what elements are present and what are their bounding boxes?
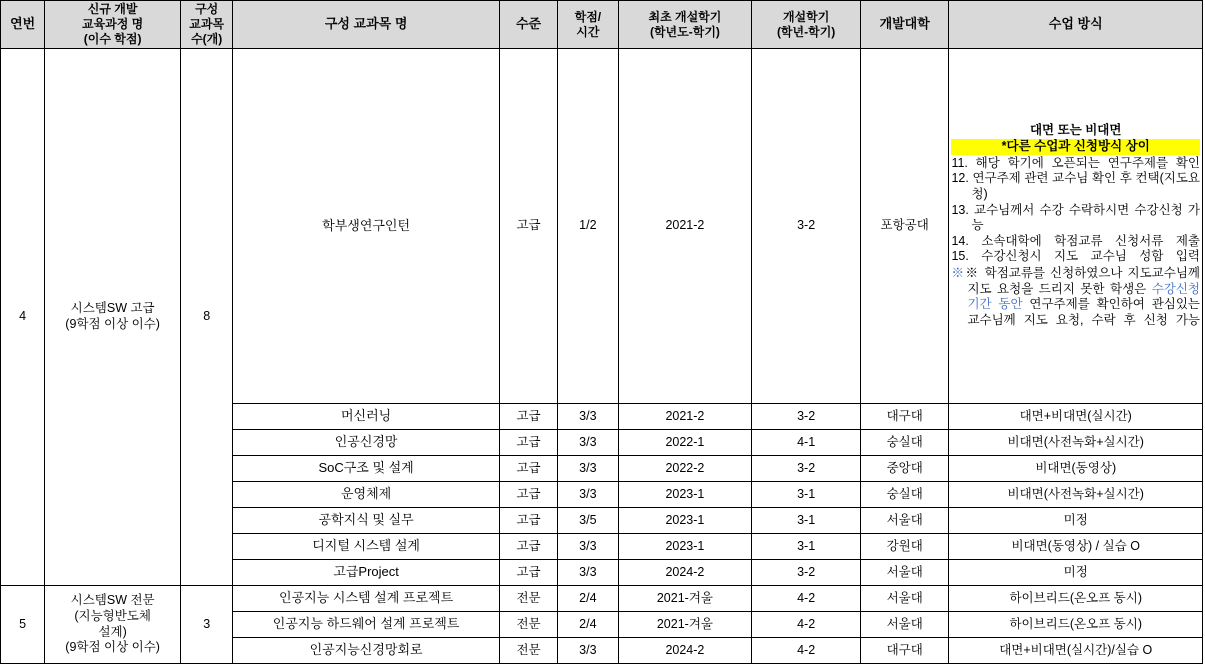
- header-program-line2: 교육과정 명: [81, 17, 144, 31]
- cell-level: 고급: [499, 49, 557, 404]
- cell-first-term: 2024-2: [618, 560, 752, 586]
- header-count-line3: 수(개): [191, 32, 223, 46]
- cell-credit: 2/4: [558, 586, 618, 612]
- header-program: [45, 1, 181, 49]
- cell-credit: 3/3: [558, 456, 618, 482]
- cell-first-term: 2021-겨울: [618, 586, 752, 612]
- cell-first-term: 2024-2: [618, 638, 752, 664]
- header-seq: [1, 1, 45, 49]
- cell-subject: 고급Project: [233, 560, 500, 586]
- cell-level: 고급: [499, 508, 557, 534]
- notes-list: [951, 156, 1200, 265]
- cell-university: 서울대: [860, 508, 949, 534]
- header-first-term: [618, 1, 752, 49]
- header-program-line1: 신규 개발: [87, 2, 138, 16]
- header-count-line1: 구성: [195, 2, 219, 16]
- list-item: 13. 교수님께서 수강 수락하시면 수강신청 가능: [951, 202, 1200, 233]
- header-subject-line1: 구성 교과목 명: [324, 16, 408, 32]
- notes-footnote-suffix: 연구주제를 확인하여 관심있는 교수님께 지도 요청, 수락 후 신청 가능: [967, 297, 1200, 327]
- cell-university: 대구대: [860, 638, 949, 664]
- header-count-line2: 교과목: [189, 17, 225, 31]
- cell-credit: 3/3: [558, 430, 618, 456]
- cell-level: 고급: [499, 456, 557, 482]
- cell-seq: 5: [1, 586, 45, 664]
- cell-university: 숭실대: [860, 482, 949, 508]
- cell-subject: 머신러닝: [233, 404, 500, 430]
- cell-university: 대구대: [860, 404, 949, 430]
- notes-title: 대면 또는 비대면: [1029, 123, 1122, 138]
- cell-subject: 인공지능신경망회로: [233, 638, 500, 664]
- table-row: [1, 49, 1203, 404]
- cell-mode: 대면+비대면(실시간): [949, 404, 1203, 430]
- notes-footnote-prefix: ※ 학점교류를 신청하였으나 지도교수님께 지도 요청을 드리지 못한 학생은: [965, 266, 1200, 296]
- cell-subject: 운영체제: [233, 482, 500, 508]
- cell-mode: 비대면(동영상) / 실습 O: [949, 534, 1203, 560]
- cell-level: 고급: [499, 560, 557, 586]
- header-open-term-line2: (학년-학기): [776, 24, 836, 39]
- header-level-line1: 수준: [515, 16, 542, 32]
- cell-first-term: 2021-겨울: [618, 612, 752, 638]
- cell-seq: 4: [1, 49, 45, 586]
- cell-credit: 2/4: [558, 612, 618, 638]
- list-item: 15. 수강신청시 지도 교수님 성함 입력: [951, 249, 1200, 264]
- cell-credit: 3/3: [558, 560, 618, 586]
- cell-university: 서울대: [860, 612, 949, 638]
- list-item: 14. 소속대학에 학점교류 신청서류 제출: [951, 233, 1200, 248]
- program-name: 시스템SW 전문: [70, 593, 155, 608]
- cell-university: 포항공대: [860, 49, 949, 404]
- cell-credit: 3/3: [558, 404, 618, 430]
- cell-first-term: 2022-2: [618, 456, 752, 482]
- notes-footnote: [951, 266, 1200, 329]
- cell-open-term: 3-2: [752, 456, 861, 482]
- cell-subject: 디지털 시스템 설계: [233, 534, 500, 560]
- cell-level: 전문: [499, 638, 557, 664]
- cell-open-term: 4-2: [752, 612, 861, 638]
- header-program-line3: (이수 학점): [83, 32, 142, 46]
- cell-mode: 비대면(동영상): [949, 456, 1203, 482]
- cell-mode: 미정: [949, 508, 1203, 534]
- cell-level: 고급: [499, 430, 557, 456]
- header-seq-line1: 연번: [10, 16, 36, 32]
- cell-university: 서울대: [860, 586, 949, 612]
- notes-subtitle: *다른 수업과 신청방식 상이: [951, 139, 1200, 155]
- cell-university: 중앙대: [860, 456, 949, 482]
- cell-subject: 학부생연구인턴: [233, 49, 500, 404]
- cell-count: 3: [181, 586, 233, 664]
- cell-open-term: 4-1: [752, 430, 861, 456]
- cell-open-term: 3-1: [752, 508, 861, 534]
- cell-first-term: 2023-1: [618, 508, 752, 534]
- cell-university: 숭실대: [860, 430, 949, 456]
- cell-level: 고급: [499, 404, 557, 430]
- cell-count: 8: [181, 49, 233, 586]
- header-count: [181, 1, 233, 49]
- cell-subject: SoC구조 및 설계: [233, 456, 500, 482]
- cell-program: [45, 586, 181, 664]
- cell-level: 고급: [499, 482, 557, 508]
- cell-credit: 3/3: [558, 534, 618, 560]
- table-row: [1, 586, 1203, 612]
- cell-subject: 인공지능 시스템 설계 프로젝트: [233, 586, 500, 612]
- program-note-3: 설계): [98, 624, 127, 639]
- cell-first-term: 2022-1: [618, 430, 752, 456]
- cell-credit: 3/3: [558, 638, 618, 664]
- cell-mode: 대면+비대면(실시간)/실습 O: [949, 638, 1203, 664]
- list-item: 11. 해당 학기에 오픈되는 연구주제를 확인: [951, 155, 1200, 170]
- cell-mode: 미정: [949, 560, 1203, 586]
- cell-first-term: 2021-2: [618, 404, 752, 430]
- cell-open-term: 3-2: [752, 404, 861, 430]
- program-name: 시스템SW 고급: [70, 301, 155, 316]
- notes-footnote-highlight: 수강신청 기간 동안: [967, 281, 1200, 312]
- header-credit-line1: 학점/: [574, 9, 602, 24]
- cell-program: [45, 49, 181, 586]
- cell-mode: 비대면(사전녹화+실시간): [949, 482, 1203, 508]
- cell-level: 고급: [499, 534, 557, 560]
- cell-subject: 인공신경망: [233, 430, 500, 456]
- cell-credit: 3/5: [558, 508, 618, 534]
- cell-credit: 1/2: [558, 49, 618, 404]
- header-mode: [949, 1, 1203, 49]
- header-mode-line1: 수업 방식: [1048, 16, 1103, 32]
- cell-university: 강원대: [860, 534, 949, 560]
- cell-open-term: 3-1: [752, 482, 861, 508]
- header-university-line1: 개발대학: [879, 16, 930, 32]
- header-subject: [233, 1, 500, 49]
- header-open-term-line1: 개설학기: [782, 9, 830, 24]
- table-header-row: [1, 1, 1203, 49]
- header-first-term-line2: (학년도-학기): [649, 24, 720, 39]
- cell-level: 전문: [499, 612, 557, 638]
- cell-subject: 공학지식 및 실무: [233, 508, 500, 534]
- reference-mark-icon: ※: [951, 266, 966, 281]
- header-credit: [558, 1, 618, 49]
- list-item: 12. 연구주제 관련 교수님 확인 후 컨택(지도요청): [951, 171, 1200, 201]
- cell-mode: 하이브리드(온오프 동시): [949, 612, 1203, 638]
- cell-level: 전문: [499, 586, 557, 612]
- cell-credit: 3/3: [558, 482, 618, 508]
- header-university: [860, 1, 949, 49]
- cell-mode: 비대면(사전녹화+실시간): [949, 430, 1203, 456]
- cell-first-term: 2023-1: [618, 482, 752, 508]
- header-credit-line2: 시간: [576, 24, 600, 39]
- program-note: (9학점 이상 이수): [65, 640, 160, 655]
- cell-open-term: 3-1: [752, 534, 861, 560]
- cell-open-term: 4-2: [752, 586, 861, 612]
- header-first-term-line1: 최초 개설학기: [648, 9, 722, 24]
- program-note-2: (지능형반도체: [74, 608, 151, 623]
- cell-mode-notes: [949, 49, 1203, 404]
- cell-open-term: 3-2: [752, 49, 861, 404]
- cell-open-term: 4-2: [752, 638, 861, 664]
- program-note: (9학점 이상 이수): [65, 317, 160, 331]
- cell-mode: 하이브리드(온오프 동시): [949, 586, 1203, 612]
- header-level: [499, 1, 557, 49]
- cell-university: 서울대: [860, 560, 949, 586]
- cell-subject: 인공지능 하드웨어 설계 프로젝트: [233, 612, 500, 638]
- cell-open-term: 3-2: [752, 560, 861, 586]
- cell-first-term: 2021-2: [618, 49, 752, 404]
- cell-first-term: 2023-1: [618, 534, 752, 560]
- header-open-term: [752, 1, 861, 49]
